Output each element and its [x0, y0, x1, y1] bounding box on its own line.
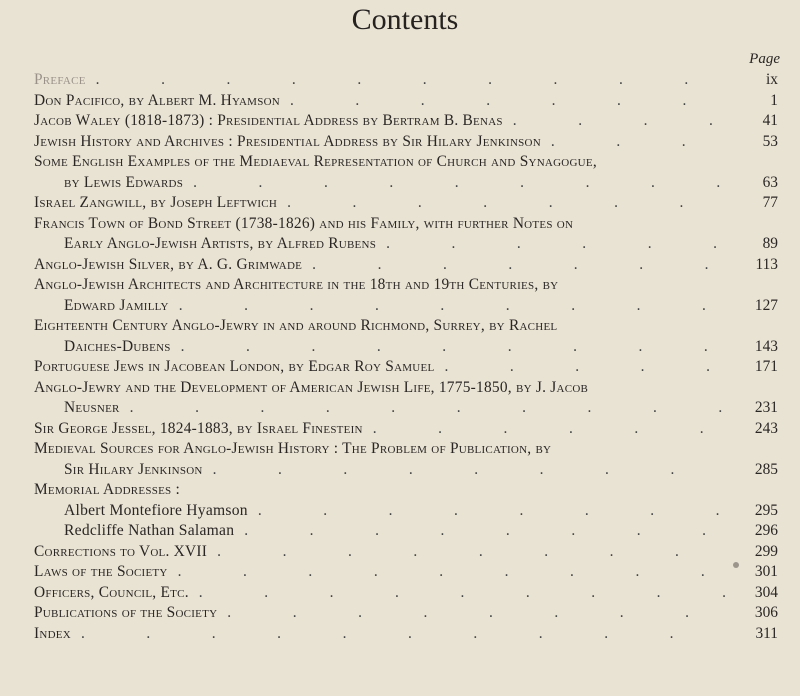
toc-entry: [34, 378, 778, 419]
toc-entry-line: [34, 193, 778, 214]
toc-entry: [34, 480, 778, 501]
toc-page-number: 41: [762, 112, 778, 129]
toc-page-number: 77: [762, 194, 778, 211]
dot-leader: [168, 562, 728, 583]
toc-entry-line: [34, 419, 778, 440]
toc-entry: [34, 624, 778, 645]
toc-entry-title: Neusner: [64, 399, 120, 416]
toc-entry: [34, 419, 778, 440]
dot-leader: [86, 70, 728, 91]
toc-page-number: 304: [754, 583, 778, 601]
page-column-heading: Page: [749, 51, 780, 67]
toc-entry: [34, 255, 778, 276]
dot-leader: [189, 583, 728, 604]
toc-entry-line: [34, 91, 778, 112]
toc-entry-line: [34, 70, 778, 91]
toc-entry-line: [34, 583, 778, 604]
dot-leader: [503, 111, 728, 132]
dot-leader: [207, 542, 728, 563]
toc-entry-line: [34, 357, 778, 378]
toc-entry-title: Eighteenth Century Anglo-Jewry in and around Richmond, Surrey, by Rachel: [34, 317, 558, 334]
dot-leader: [277, 193, 728, 214]
toc-entry-title: Some English Examples of the Mediaeval Representation of Church and Synagogue,: [34, 153, 597, 170]
toc-entry: [34, 193, 778, 214]
toc-entry: [34, 521, 778, 542]
toc-entry: [34, 583, 778, 604]
toc-page-number: 306: [754, 604, 778, 621]
toc-entry-line: [34, 296, 778, 317]
dot-leader: [120, 398, 728, 419]
toc-entry-line: [34, 603, 778, 624]
dot-leader: [183, 173, 728, 194]
toc-entry: [34, 91, 778, 112]
dot-leader: [280, 91, 728, 112]
toc-entry-line: [34, 439, 778, 460]
toc-entry-title: Sir George Jessel, 1824-1883, by Israel Finestein: [34, 419, 363, 437]
toc-entry-title: Corrections to Vol. XVII: [34, 542, 208, 560]
toc-page-number: 296: [754, 522, 778, 539]
toc-entry-title: Publications of the Society: [34, 604, 218, 621]
toc-entry-title: Officers, Council, Etc.: [34, 583, 189, 601]
toc-entry-line: [34, 173, 778, 194]
toc-entry-line: [34, 624, 778, 645]
toc-page-number: 143: [754, 337, 778, 355]
toc-entry-line: [34, 378, 778, 399]
toc-entry-title: Redcliffe Nathan Salaman: [64, 522, 235, 539]
toc-page-number: 243: [754, 419, 778, 437]
dot-leader: [302, 255, 728, 276]
dot-leader: [376, 234, 728, 255]
toc-entry-line: [34, 337, 778, 358]
paper-stain: [733, 562, 739, 568]
toc-entry: [34, 111, 778, 132]
toc-entry-line: [34, 275, 778, 296]
toc-entry: [34, 316, 778, 357]
toc-entry: [34, 214, 778, 255]
toc-entry-title: by Lewis Edwards: [64, 173, 184, 191]
toc-entry: [34, 439, 778, 480]
toc-entry-line: [34, 111, 778, 132]
dot-leader: [363, 419, 728, 440]
toc-entry-title: Edward Jamilly: [64, 296, 169, 314]
toc-page-number: 231: [754, 399, 778, 416]
toc-page-number: 311: [755, 624, 778, 642]
toc-page-number: 113: [755, 255, 778, 273]
toc-entry: [34, 152, 778, 193]
toc-entry-title: Sir Hilary Jenkinson: [64, 460, 203, 478]
toc-entry-line: [34, 562, 778, 583]
toc-entry-line: [34, 255, 778, 276]
toc-entry: [34, 501, 778, 522]
toc-entry: [34, 562, 778, 583]
toc-entry-line: [34, 480, 778, 501]
toc-entry-title: Albert Montefiore Hyamson: [64, 501, 248, 519]
dot-leader: [217, 603, 728, 624]
dot-leader: [541, 132, 728, 153]
toc-entry-line: [34, 316, 778, 337]
toc-entry-title: Anglo-Jewish Silver, by A. G. Grimwade: [34, 255, 303, 273]
toc-entry-title: Memorial Addresses :: [34, 481, 181, 498]
toc-entry-title: Anglo-Jewry and the Development of American Jewish Life, 1775-1850, by J. Jacob: [34, 378, 589, 396]
toc-entry-title: Jewish History and Archives : Presidential Address by Sir Hilary Jenkinson: [34, 132, 541, 150]
toc-entry-line: [34, 521, 778, 542]
toc-page-number: 301: [754, 563, 778, 580]
toc-page-number: 1: [770, 91, 778, 109]
dot-leader: [234, 521, 728, 542]
toc-page-number: 127: [754, 296, 778, 314]
table-of-contents: [34, 70, 778, 644]
toc-page-number: 89: [762, 235, 778, 252]
toc-entry-title: Portuguese Jews in Jacobean London, by Edgar Roy Samuel: [34, 358, 435, 375]
toc-entry-line: [34, 542, 778, 563]
toc-page-number: 295: [754, 501, 778, 519]
toc-entry: [34, 603, 778, 624]
toc-entry-title: Preface: [34, 71, 86, 88]
toc-entry-title: Francis Town of Bond Street (1738-1826) and his Family, with further Notes on: [34, 214, 574, 232]
toc-entry-title: Daiches-Dubens: [64, 337, 171, 355]
toc-entry-title: Laws of the Society: [34, 563, 168, 580]
toc-entry: [34, 275, 778, 316]
toc-page-number: 63: [762, 173, 778, 191]
toc-entry-title: Don Pacifico, by Albert M. Hyamson: [34, 91, 280, 109]
toc-entry-line: [34, 460, 778, 481]
toc-entry-line: [34, 132, 778, 153]
toc-entry-line: [34, 234, 778, 255]
toc-page-number: 53: [762, 132, 778, 150]
toc-entry: [34, 542, 778, 563]
toc-entry: [34, 70, 778, 91]
toc-entry-line: [34, 214, 778, 235]
dot-leader: [171, 337, 728, 358]
toc-entry-title: Anglo-Jewish Architects and Architecture in the 18th and 19th Centuries, by: [34, 276, 559, 293]
toc-page-number: 285: [754, 460, 778, 478]
dot-leader: [203, 460, 728, 481]
toc-page-number: 299: [754, 542, 778, 560]
toc-entry-line: [34, 501, 778, 522]
toc-entry: [34, 132, 778, 153]
dot-leader: [248, 501, 728, 522]
toc-page-number: ix: [766, 71, 778, 88]
dot-leader: [71, 624, 728, 645]
toc-entry-title: Israel Zangwill, by Joseph Leftwich: [34, 194, 278, 211]
dot-leader: [434, 357, 728, 378]
toc-page-number: 171: [754, 358, 778, 375]
toc-entry-title: Early Anglo-Jewish Artists, by Alfred Rubens: [64, 235, 377, 252]
toc-entry: [34, 357, 778, 378]
toc-entry-line: [34, 398, 778, 419]
page-title: Contents: [351, 3, 459, 36]
dot-leader: [169, 296, 728, 317]
toc-entry-title: Jacob Waley (1818-1873) : Presidential Address by Bertram B. Benas: [34, 112, 503, 129]
toc-entry-title: Index: [34, 624, 71, 642]
toc-entry-title: Medieval Sources for Anglo-Jewish History : The Problem of Publication, by: [34, 440, 552, 457]
toc-entry-line: [34, 152, 778, 173]
